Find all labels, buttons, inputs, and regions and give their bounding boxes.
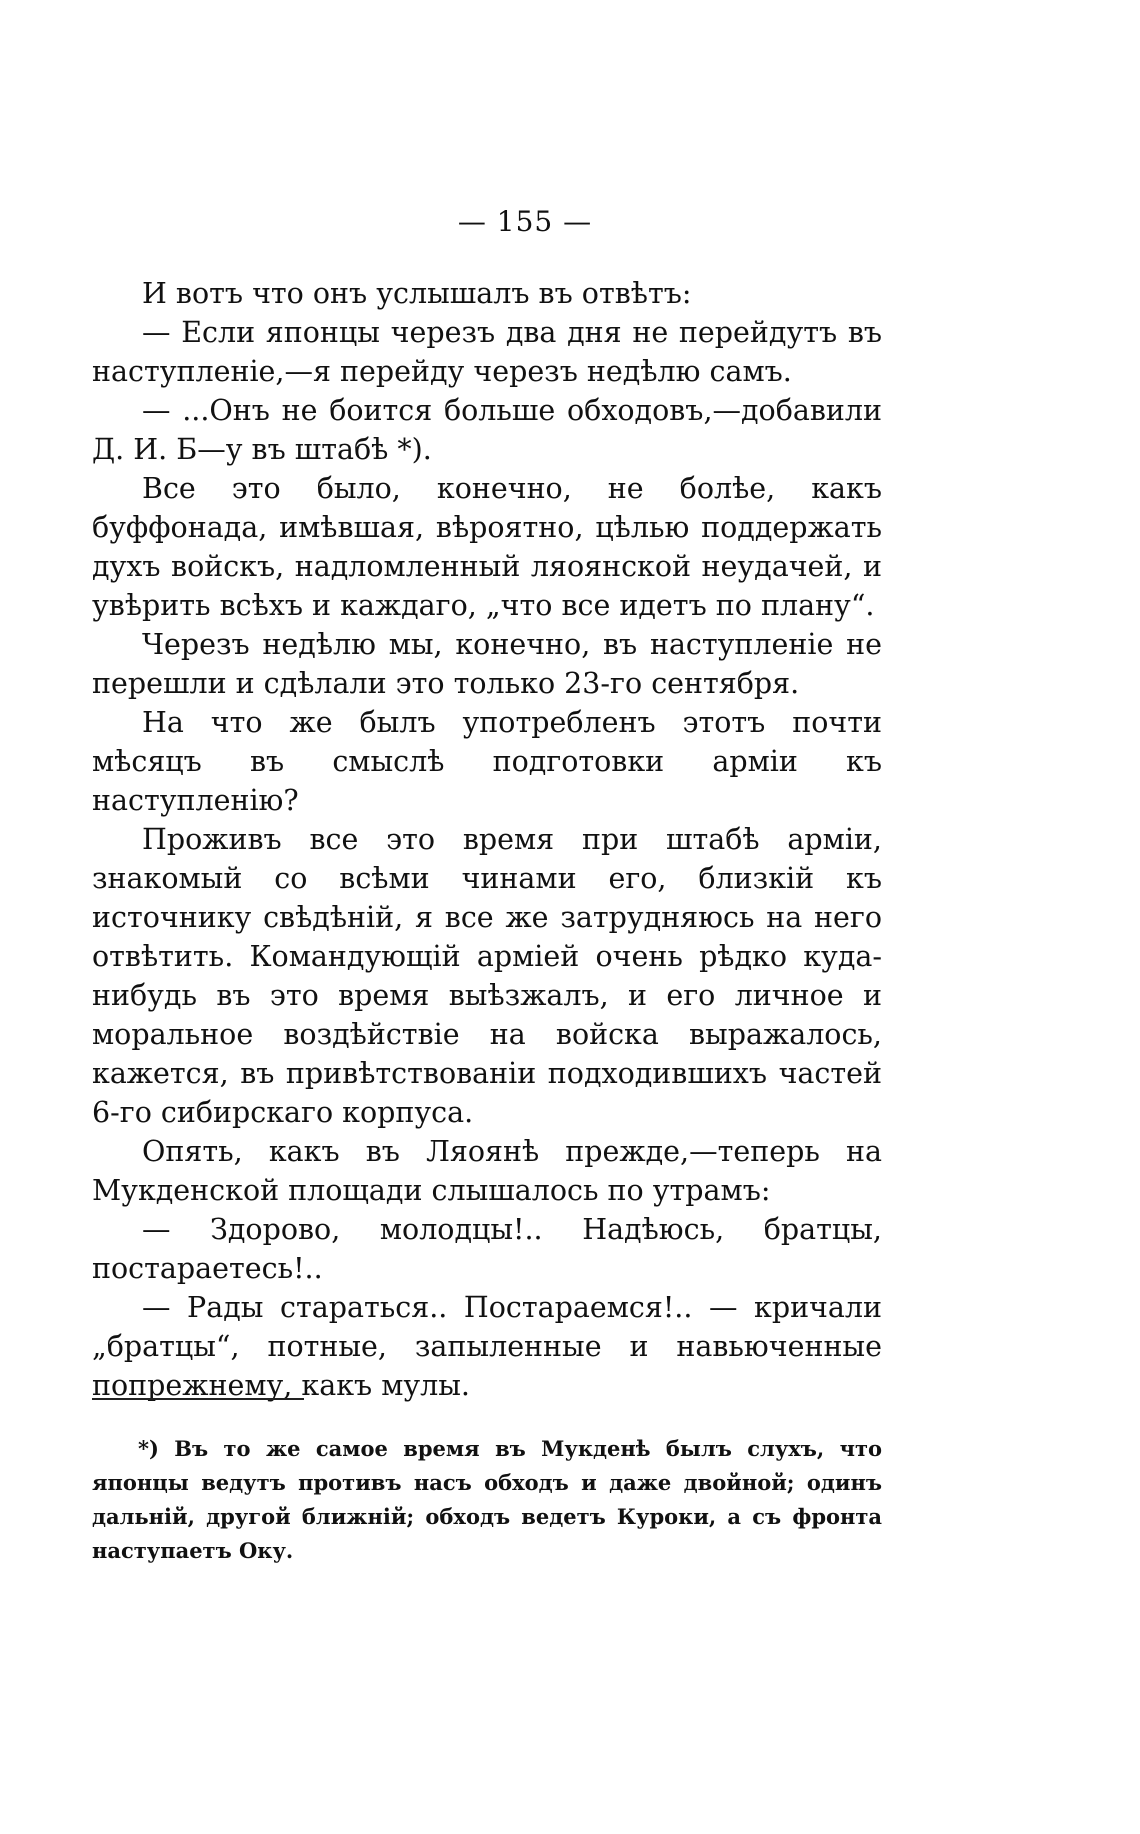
footnote-divider	[92, 1398, 304, 1400]
paragraph: — ...Онъ не боится больше обходовъ,—добавили Д. И. Б—у въ штабѣ *).	[92, 394, 882, 466]
body-text	[92, 274, 882, 1405]
paragraph: И вотъ что онъ услышалъ въ отвѣтъ:	[142, 277, 692, 310]
paragraph: — Здорово, молодцы!.. Надѣюсь, братцы, постараетесь!..	[92, 1213, 882, 1285]
paragraph: — Если японцы черезъ два дня не перейдутъ въ наступленіе,—я перейду черезъ недѣлю самъ.	[92, 316, 882, 388]
paragraph: Черезъ недѣлю мы, конечно, въ наступленіе не перешли и сдѣлали это только 23-го сентября.	[92, 628, 882, 700]
paragraph: Все это было, конечно, не болѣе, какъ буффонада, имѣвшая, вѣроятно, цѣлью поддержать духъ войскъ, надломленный ляоянской неудачей, и увѣрить всѣхъ и каждаго, „что все идетъ по плану“.	[92, 472, 882, 622]
paragraph: Опять, какъ въ Ляоянѣ прежде,—теперь на Мукденской площади слышалось по утрамъ:	[92, 1135, 882, 1207]
page-number: — 155 —	[457, 205, 593, 238]
paragraph: Проживъ все это время при штабѣ арміи, знакомый со всѣми чинами его, близкій къ источнику свѣдѣній, я все же затрудняюсь на него отвѣтить. Командующій арміей очень рѣдко куда-нибудь въ это время выѣзжалъ, и его личное и моральное воздѣйствіе на войска выражалось, кажется, въ привѣтствованіи подходившихъ частей 6-го сибирскаго корпуса.	[92, 823, 882, 1129]
footnote-text: *) Въ то же самое время въ Мукденѣ былъ слухъ, что японцы ведутъ противъ насъ обходъ и даже двойной; одинъ дальній, другой ближній; обходъ ведетъ Куроки, а съ фронта наступаетъ Оку.	[92, 1436, 882, 1563]
paragraph: На что же былъ употребленъ этотъ почти мѣсяцъ въ смыслѣ подготовки арміи къ наступленію?	[92, 706, 882, 817]
paragraph: — Рады стараться.. Постараемся!.. — кричали „братцы“, потные, запыленные и навьюченные попрежнему, какъ мулы.	[92, 1291, 882, 1402]
footnote	[92, 1432, 882, 1568]
